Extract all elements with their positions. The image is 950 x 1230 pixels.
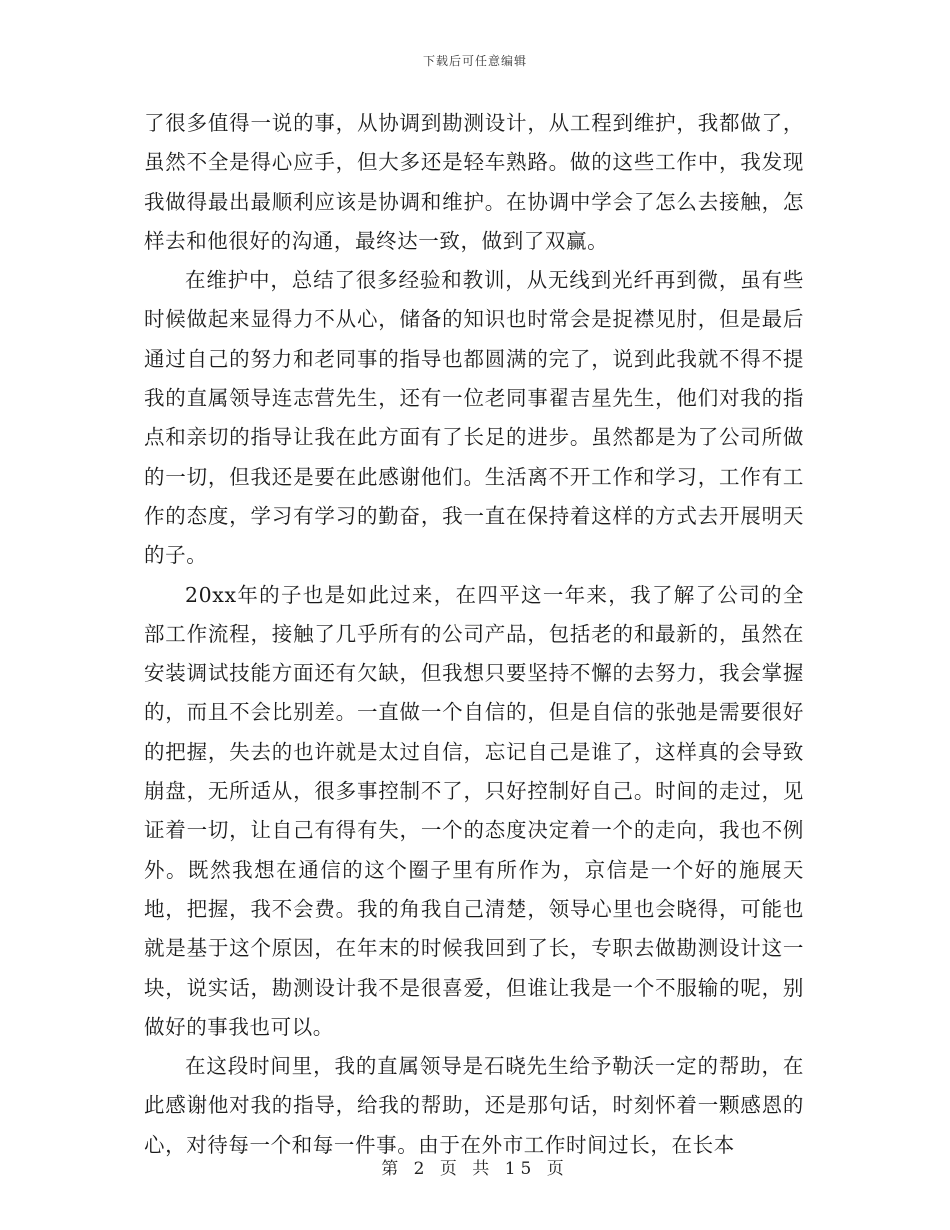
paragraph-4: 在这段时间里，我的直属领导是石晓先生给予勒沃一定的帮助，在此感谢他对我的指导，给我的帮助，还是那句话，时刻怀着一颗感恩的心，对待每一个和每一件事。由于在外市工作时间过长，在长本 bbox=[144, 1054, 804, 1157]
paragraph-1: 了很多值得一说的事，从协调到勘测设计，从工程到维护，我都做了，虽然不全是得心应手，但大多还是轻车熟路。做的这些工作中，我发现我做得最出最顺利应该是协调和维护。在协调中学会了怎么去接触，怎样去和他很好的沟通，最终达一致，做到了双赢。 bbox=[144, 111, 804, 253]
page-header: 下载后可任意编辑 bbox=[422, 54, 527, 68]
paragraph-3: 20xx年的子也是如此过来，在四平这一年来，我了解了公司的全部工作流程，接触了几乎所有的公司产品，包括老的和最新的，虽然在安装调试技能方面还有欠缺，但我想只要坚持不懈的去努力，我会掌握的，而且不会比别差。一直做一个自信的，但是自信的张弛是需要很好的把握，失去的也许就是太过自信，忘记自己是谁了，这样真的会导致崩盘，无所适从，很多事控制不了，只好控制好自己。时间的走过，见证着一切，让自己有得有失，一个的态度决定着一个的走向，我也不例外。既然我想在通信的这个圈子里有所作为，京信是一个好的施展天地，把握，我不会费。我的角我自己清楚，领导心里也会晓得，可能也就是基于这个原因，在年末的时候我回到了长，专职去做勘测设计这一块，说实话，勘测设计我不是很喜爱，但谁让我是一个不服输的呢，别做好的事我也可以。 bbox=[144, 582, 804, 1039]
page-number-footer: 第 2 页 共 15 页 bbox=[381, 1159, 569, 1179]
document-body bbox=[144, 104, 804, 1165]
paragraph-2: 在维护中，总结了很多经验和教训，从无线到光纤再到微，虽有些时候做起来显得力不从心，储备的知识也时常会是捉襟见肘，但是最后通过自己的努力和老同事的指导也都圆满的完了，说到此我就不得不提我的直属领导连志营先生，还有一位老同事翟吉星先生，他们对我的指点和亲切的指导让我在此方面有了长足的进步。虽然都是为了公司所做的一切，但我还是要在此感谢他们。生活离不开工作和学习，工作有工作的态度，学习有学习的勤奋，我一直在保持着这样的方式去开展明天的子。 bbox=[144, 268, 804, 568]
